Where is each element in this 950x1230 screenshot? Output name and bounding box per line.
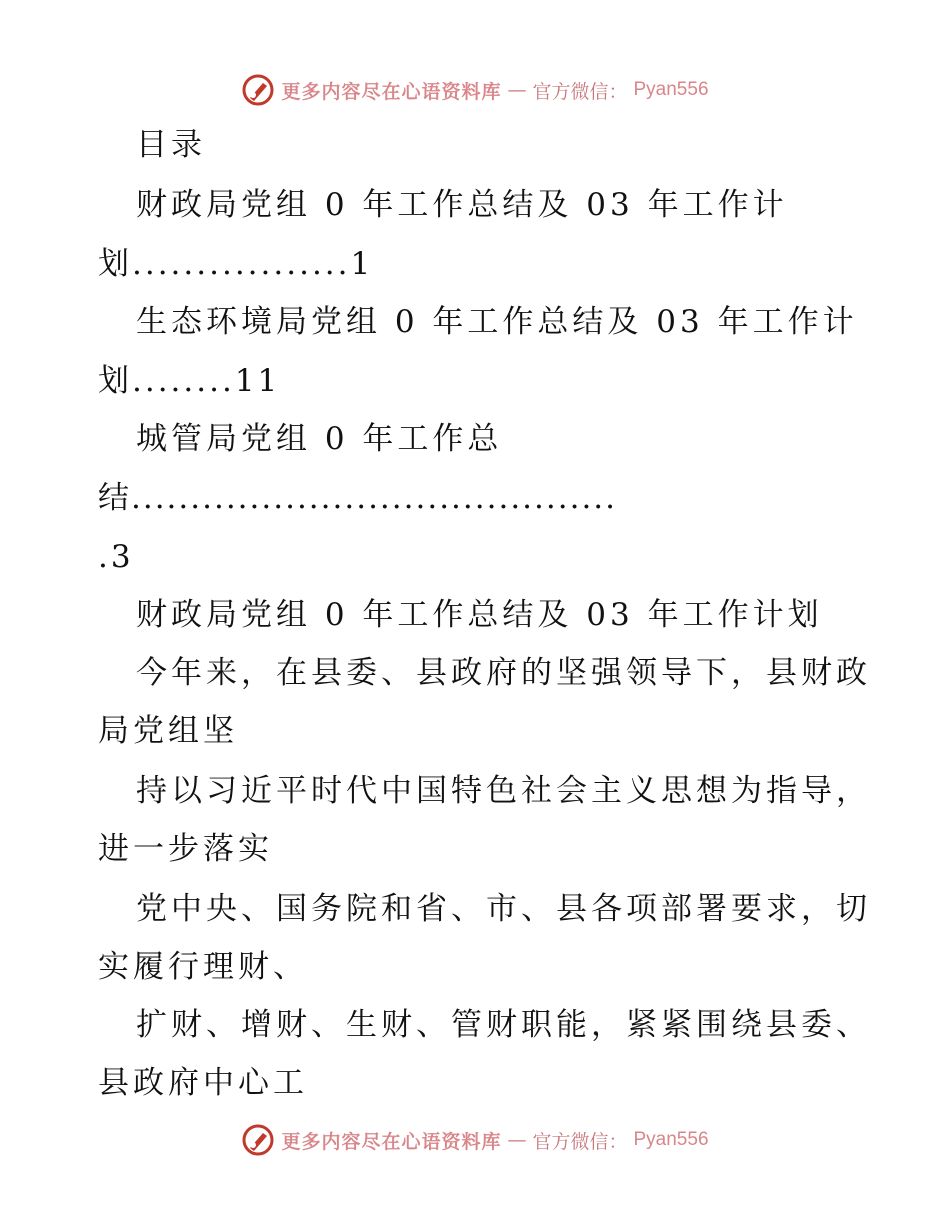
watermark-wechat-id: Pyan556 bbox=[633, 1129, 709, 1150]
toc-entry-3-line1: 城管局党组 0 年工作总 bbox=[136, 421, 503, 457]
watermark-label: 官方微信： bbox=[532, 80, 628, 103]
watermark-separator: — bbox=[507, 1129, 527, 1151]
toc-entry-3-line3: .3 bbox=[98, 539, 134, 575]
watermark-site-text: 更多内容尽在心语资料库 bbox=[281, 1130, 502, 1153]
watermark-label: 官方微信： bbox=[532, 1130, 628, 1153]
toc-entry-2-line1: 生态环境局党组 0 年工作总结及 03 年工作计 bbox=[136, 304, 858, 340]
toc-entry-2-line2: 划........11 bbox=[98, 363, 281, 399]
watermark-site-text: 更多内容尽在心语资料库 bbox=[281, 80, 502, 103]
toc-entry-3-line2: 结......................................... bbox=[98, 480, 618, 516]
toc-title: 目录 bbox=[136, 127, 206, 163]
body-line-2: 局党组坚 bbox=[98, 713, 238, 749]
body-line-8: 县政府中心工 bbox=[98, 1065, 308, 1101]
watermark-separator: — bbox=[507, 79, 527, 101]
body-line-4: 进一步落实 bbox=[98, 831, 273, 867]
section-heading: 财政局党组 0 年工作总结及 03 年工作计划 bbox=[136, 597, 823, 633]
pen-logo-icon bbox=[241, 73, 275, 107]
body-line-5: 党中央、国务院和省、市、县各项部署要求，切 bbox=[136, 891, 871, 927]
toc-entry-1-line2: 划.................1 bbox=[98, 246, 374, 282]
header-watermark bbox=[0, 70, 950, 110]
body-line-1: 今年来，在县委、县政府的坚强领导下，县财政 bbox=[136, 655, 871, 691]
body-line-3: 持以习近平时代中国特色社会主义思想为指导， bbox=[136, 773, 871, 809]
watermark-wechat-id: Pyan556 bbox=[633, 79, 709, 100]
body-line-7: 扩财、增财、生财、管财职能，紧紧围绕县委、 bbox=[136, 1007, 871, 1043]
pen-logo-icon bbox=[241, 1123, 275, 1157]
footer-watermark bbox=[0, 1120, 950, 1160]
body-line-6: 实履行理财、 bbox=[98, 949, 308, 985]
toc-entry-1-line1: 财政局党组 0 年工作总结及 03 年工作计 bbox=[136, 187, 788, 223]
